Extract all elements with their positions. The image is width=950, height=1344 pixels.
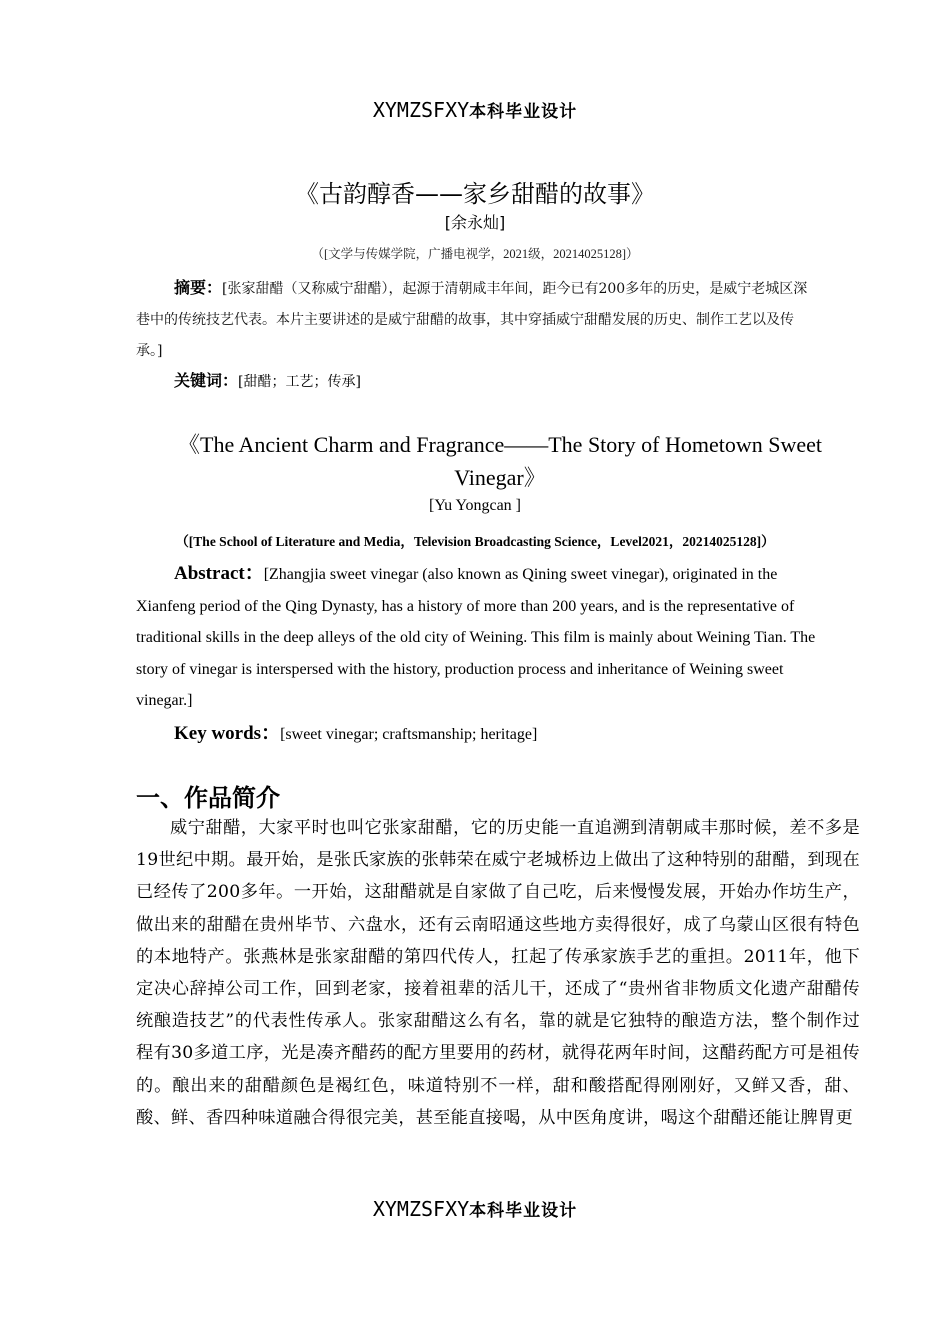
page-footer: [0, 1196, 950, 1221]
english-keywords-label: Key words：: [174, 723, 281, 744]
english-keywords: [174, 718, 537, 745]
english-title: 《The Ancient Charm and Fragrance——The Story of Hometown Sweet Vinegar》: [178, 432, 822, 490]
english-author: [Yu Yongcan ]: [429, 497, 521, 514]
page-header: [0, 97, 950, 122]
chinese-author: [余永灿]: [444, 213, 506, 232]
english-abstract-text: [Zhangjia sweet vinegar (also known as Qining sweet vinegar), originated in the Xianfeng period of the Qing Dynasty, has a history of more than 200 years, and is the representative of traditional skills in the deep alleys of the old city of Weining. This film is mainly about Weining Tian. The story of vinegar is interspersed with the history, production process and inheritance of Weining sweet vinegar.]: [136, 566, 816, 709]
chinese-abstract-text: [张家甜醋（又称威宁甜醋），起源于清朝咸丰年间，距今已有200多年的历史，是威宁老城区深巷中的传统技艺代表。本片主要讲述的是威宁甜醋的故事，其中穿插威宁甜醋发展的历史、制作工艺以及传承。]: [136, 281, 808, 359]
chinese-affiliation: （[文学与传媒学院，广播电视学，2021级，20214025128]）: [311, 247, 639, 261]
section-heading: 一、作品简介: [136, 784, 280, 812]
chinese-title: 《古韵醇香——家乡甜醋的故事》: [295, 180, 655, 208]
english-affiliation: （[The School of Literature and Media，Television Broadcasting Science，Level2021，20214025128]）: [175, 534, 775, 549]
footer-code: XYMZSFXY: [372, 1197, 470, 1221]
chinese-keywords-label: 关键词：: [174, 371, 239, 390]
chinese-abstract-label: 摘要：: [174, 278, 223, 297]
english-abstract-label: Abstract：: [174, 563, 264, 584]
section-body: 威宁甜醋，大家平时也叫它张家甜醋，它的历史能一直追溯到清朝咸丰那时候，差不多是19世纪中期。最开始，是张氏家族的张韩荣在威宁老城桥边上做出了这种特别的甜醋，到现在已经传了200多年。一开始，这甜醋就是自家做了自己吃，后来慢慢发展，开始办作坊生产，做出来的甜醋在贵州毕节、六盘水，还有云南昭通这些地方卖得很好，成了乌蒙山区很有特色的本地特产。张燕林是张家甜醋的第四代传人，扛起了传承家族手艺的重担。2011年，他下定决心辞掉公司工作，回到老家，接着祖辈的活儿干，还成了“贵州省非物质文化遗产甜醋传统酿造技艺”的代表性传承人。张家甜醋这么有名，靠的就是它独特的酿造方法，整个制作过程有30多道工序，光是凑齐醋药的配方里要用的药材，就得花两年时间，这醋药配方可是祖传的。酿出来的甜醋颜色是褐红色，味道特别不一样，甜和酸搭配得刚刚好，又鲜又香，甜、酸、鲜、香四种味道融合得很完美，甚至能直接喝，从中医角度讲，喝这个甜醋还能让脾胃更: [136, 818, 860, 1128]
header-code: XYMZSFXY: [372, 98, 470, 122]
chinese-abstract: [136, 272, 816, 367]
chinese-keywords: [174, 368, 361, 391]
english-keywords-text: [sweet vinegar; craftsmanship; heritage]: [280, 726, 538, 743]
header-text: 本科毕业设计: [469, 102, 578, 122]
chinese-keywords-text: [甜醋；工艺；传承]: [238, 374, 361, 390]
english-abstract: [136, 558, 816, 717]
footer-text: 本科毕业设计: [469, 1201, 578, 1221]
